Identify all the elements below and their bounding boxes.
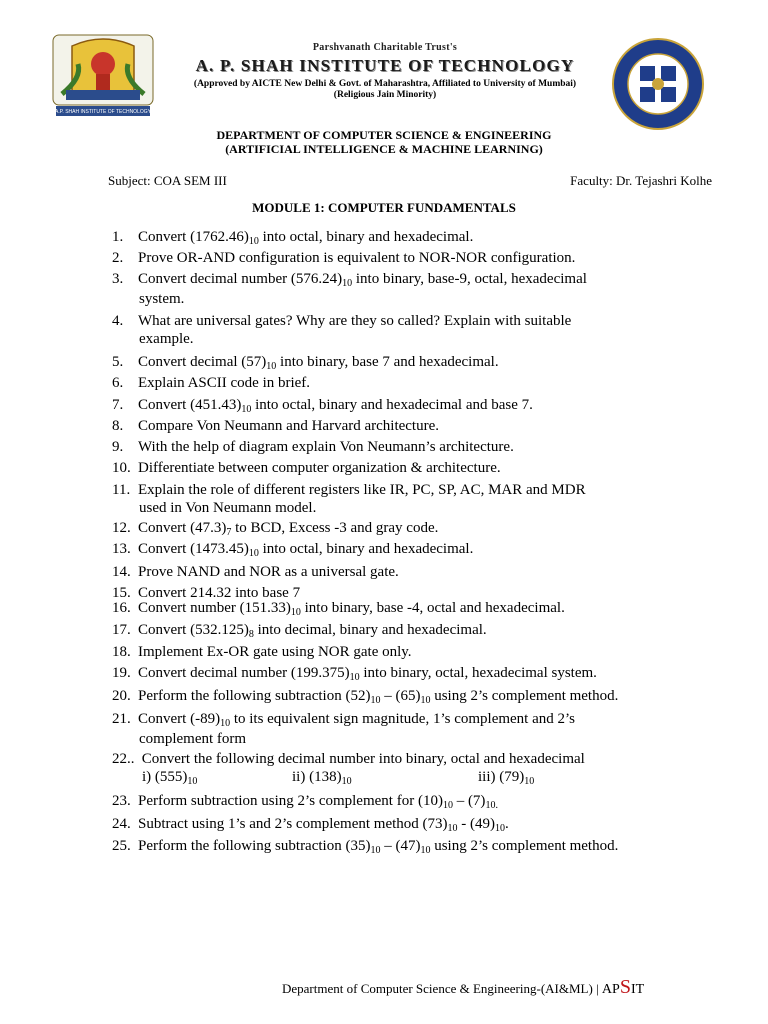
question-number: 17. bbox=[112, 622, 131, 638]
question-text: Convert decimal number (576.24) bbox=[138, 271, 343, 287]
question-number: 14. bbox=[112, 564, 131, 580]
question-item bbox=[112, 792, 732, 812]
question-number: 16. bbox=[112, 600, 131, 616]
question-text: Differentiate between computer organization & architecture. bbox=[138, 460, 501, 476]
question-text: into binary, octal, hexadecimal system. bbox=[359, 665, 597, 681]
question-text: into binary, base-9, octal, hexadecimal bbox=[352, 271, 587, 287]
trust-name: Parshvanath Charitable Trust's bbox=[312, 42, 458, 53]
question-text: Convert (47.3) bbox=[138, 520, 227, 536]
question-item bbox=[112, 459, 732, 477]
subitem-text: ii) (138) bbox=[292, 769, 342, 785]
subscript: 10 bbox=[370, 695, 381, 706]
subitem-text: iii) (79) bbox=[478, 769, 525, 785]
question-number: 20. bbox=[112, 688, 131, 704]
question-number: 4. bbox=[112, 313, 124, 329]
subscript: 10 bbox=[342, 278, 353, 289]
question-text: Prove NAND and NOR as a universal gate. bbox=[138, 564, 399, 580]
question-item bbox=[112, 540, 732, 560]
question-text: – (7) bbox=[452, 793, 486, 809]
subscript: 10. bbox=[485, 800, 498, 811]
question-number: 5. bbox=[112, 354, 124, 370]
question-number: 8. bbox=[112, 418, 124, 434]
question-number: 13. bbox=[112, 541, 131, 557]
question-item bbox=[112, 417, 732, 435]
question-continuation: used in Von Neumann model. bbox=[139, 500, 317, 516]
question-number: 15. bbox=[112, 585, 131, 601]
question-text: Perform the following subtraction (52) bbox=[138, 688, 371, 704]
question-number: 22.. bbox=[112, 751, 135, 767]
question-item bbox=[112, 599, 732, 619]
question-text: into octal, binary and hexadecimal. bbox=[258, 229, 474, 245]
subscript: 10 bbox=[220, 718, 231, 729]
question-text: – (65) bbox=[380, 688, 421, 704]
question-item bbox=[112, 815, 732, 835]
institute-header bbox=[160, 42, 610, 100]
question-text: Convert (1473.45) bbox=[138, 541, 249, 557]
question-item bbox=[112, 481, 732, 517]
minority-note: (Religious Jain Minority) bbox=[333, 90, 437, 100]
question-text: Convert (451.43) bbox=[138, 397, 242, 413]
department-subtitle: (ARTIFICIAL INTELLIGENCE & MACHINE LEARNING) bbox=[225, 142, 543, 156]
question-text: Convert 214.32 into base 7 bbox=[138, 585, 301, 601]
question-continuation: complement form bbox=[139, 731, 247, 747]
question-text: Convert decimal number (199.375) bbox=[138, 665, 350, 681]
question-item bbox=[112, 353, 732, 373]
question-text: Compare Von Neumann and Harvard architecture. bbox=[138, 418, 440, 434]
question-item bbox=[112, 312, 732, 348]
question-number: 9. bbox=[112, 439, 124, 455]
subscript: 8 bbox=[248, 629, 254, 640]
subscript: 10 bbox=[290, 607, 301, 618]
page-footer bbox=[282, 976, 644, 999]
question-number: 10. bbox=[112, 460, 131, 476]
question-text: into binary, base -4, octal and hexadecimal. bbox=[300, 600, 565, 616]
question-number: 18. bbox=[112, 644, 131, 660]
question-item bbox=[112, 228, 732, 248]
subscript: 10 bbox=[420, 695, 431, 706]
question-text: Perform the following subtraction (35) bbox=[138, 838, 371, 854]
question-text: . bbox=[505, 816, 509, 832]
question-item bbox=[112, 438, 732, 456]
question-item bbox=[112, 396, 732, 416]
question-text: to its equivalent sign magnitude, 1’s complement and 2’s bbox=[230, 711, 576, 727]
subscript: 10 bbox=[370, 845, 381, 856]
question-text: using 2’s complement method. bbox=[430, 838, 619, 854]
subscript: 10 bbox=[248, 548, 259, 559]
subscript: 10 bbox=[248, 236, 259, 247]
question-text: Prove OR-AND configuration is equivalent to NOR-NOR configuration. bbox=[138, 250, 576, 266]
question-number: 25. bbox=[112, 838, 131, 854]
question-number: 11. bbox=[112, 482, 131, 498]
subitem-text: i) (555) bbox=[142, 769, 188, 785]
question-text: - (49) bbox=[457, 816, 496, 832]
institute-name: A. P. SHAH INSTITUTE OF TECHNOLOGY bbox=[195, 56, 575, 75]
question-number: 24. bbox=[112, 816, 131, 832]
faculty-label: Faculty: Dr. Tejashri Kolhe bbox=[570, 173, 712, 188]
question-text: What are universal gates? Why are they so called? Explain with suitable bbox=[138, 313, 572, 329]
question-item bbox=[112, 687, 732, 707]
approval-note: (Approved by AICTE New Delhi & Govt. of Maharashtra, Affiliated to University of Mumbai) bbox=[193, 79, 577, 89]
question-text: using 2’s complement method. bbox=[430, 688, 619, 704]
question-item bbox=[112, 643, 732, 661]
question-text: Convert decimal (57) bbox=[138, 354, 267, 370]
module-title: MODULE 1: COMPUTER FUNDAMENTALS bbox=[252, 200, 516, 215]
logo-caption: A.P. SHAH INSTITUTE OF TECHNOLOGY bbox=[55, 109, 151, 115]
institute-logo bbox=[52, 34, 154, 118]
question-item bbox=[112, 249, 732, 267]
question-item bbox=[112, 664, 732, 684]
question-number: 3. bbox=[112, 271, 124, 287]
question-text: Convert (-89) bbox=[138, 711, 221, 727]
question-text: to BCD, Excess -3 and gray code. bbox=[231, 520, 439, 536]
subitem-row bbox=[112, 768, 732, 788]
question-item bbox=[112, 374, 732, 392]
question-text: into binary, base 7 and hexadecimal. bbox=[276, 354, 499, 370]
subscript: 10 bbox=[420, 845, 431, 856]
question-text: Explain ASCII code in brief. bbox=[138, 375, 311, 391]
subscript: 7 bbox=[226, 527, 232, 538]
question-item bbox=[112, 270, 732, 308]
question-item bbox=[112, 519, 732, 539]
question-number: 1. bbox=[112, 229, 124, 245]
question-number: 21. bbox=[112, 711, 131, 727]
question-continuation: system. bbox=[139, 291, 185, 307]
question-text: Implement Ex-OR gate using NOR gate only. bbox=[138, 644, 412, 660]
subject-label: Subject: COA SEM III bbox=[108, 173, 227, 188]
question-number: 19. bbox=[112, 665, 131, 681]
question-text: Perform subtraction using 2’s complement for (10) bbox=[138, 793, 443, 809]
question-text: – (47) bbox=[380, 838, 421, 854]
question-item bbox=[112, 621, 732, 641]
question-text: Convert number (151.33) bbox=[138, 600, 291, 616]
question-number: 2. bbox=[112, 250, 124, 266]
brand-s: S bbox=[619, 976, 631, 998]
subscript: 10 bbox=[495, 823, 506, 834]
question-number: 6. bbox=[112, 375, 124, 391]
question-text: Explain the role of different registers like IR, PC, SP, AC, MAR and MDR bbox=[138, 482, 586, 498]
question-item bbox=[112, 710, 732, 748]
subscript: 10 bbox=[524, 776, 535, 787]
question-text: Convert (532.125) bbox=[138, 622, 249, 638]
question-text: Convert the following decimal number into binary, octal and hexadecimal bbox=[138, 751, 585, 767]
subscript: 10 bbox=[241, 404, 252, 415]
brand-it: IT bbox=[630, 982, 645, 997]
footer-text: Department of Computer Science & Engineering-(AI&ML) | bbox=[282, 981, 602, 996]
question-item bbox=[112, 837, 732, 857]
question-text: Subtract using 1’s and 2’s complement method (73) bbox=[138, 816, 448, 832]
department-logo bbox=[612, 38, 704, 130]
subscript: 10 bbox=[447, 823, 458, 834]
question-text: With the help of diagram explain Von Neumann’s architecture. bbox=[138, 439, 514, 455]
question-number: 12. bbox=[112, 520, 131, 536]
department-title: DEPARTMENT OF COMPUTER SCIENCE & ENGINEERING bbox=[216, 128, 552, 142]
question-text: into octal, binary and hexadecimal and base 7. bbox=[251, 397, 533, 413]
question-continuation: example. bbox=[139, 331, 194, 347]
question-item bbox=[112, 750, 732, 788]
subscript: 10 bbox=[266, 361, 277, 372]
subscript: 10 bbox=[442, 800, 453, 811]
question-text: into octal, binary and hexadecimal. bbox=[258, 541, 474, 557]
brand-ap: AP bbox=[601, 982, 620, 997]
question-number: 23. bbox=[112, 793, 131, 809]
subscript: 10 bbox=[349, 672, 360, 683]
subscript: 10 bbox=[187, 776, 198, 787]
question-item bbox=[112, 563, 732, 581]
question-text: Convert (1762.46) bbox=[138, 229, 249, 245]
question-number: 7. bbox=[112, 397, 124, 413]
subscript: 10 bbox=[341, 776, 352, 787]
question-text: into decimal, binary and hexadecimal. bbox=[253, 622, 487, 638]
